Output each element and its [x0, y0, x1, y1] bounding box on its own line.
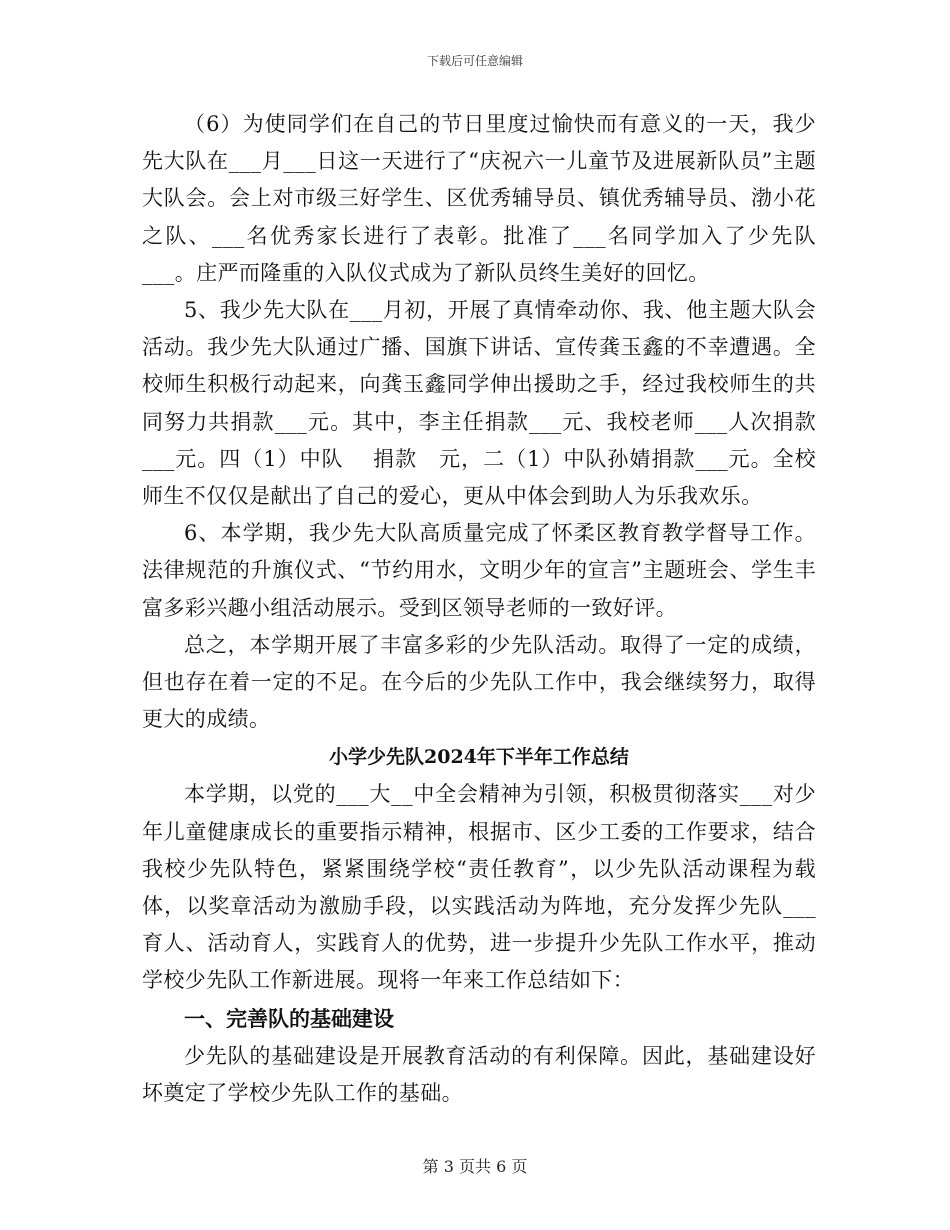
section-title: 小学少先队2024年下半年工作总结 — [329, 746, 629, 769]
document-body — [142, 106, 816, 1112]
page-footer: 第 3 页共 6 页 — [422, 1157, 528, 1176]
section-heading-1: 一、完善队的基础建设 — [184, 1005, 394, 1031]
paragraph-intro: 本学期，以党的___大__中全会精神为引领，积极贯彻落实___对少年儿童健康成长的重要指示精神，根据市、区少工委的工作要求，结合我校少先队特色，紧紧围绕学校“责任教育”，以少先队活动课程为载体，以奖章活动为激励手段，以实践活动为阵地，充分发挥少先队___育人、活动育人，实践育人的优势，进一步提升少先队工作水平，推动学校少先队工作新进展。现将一年来工作总结如下： — [142, 782, 816, 993]
paragraph-item-5-donation: 5、我少先大队在___月初，开展了真情牵动你、我、他主题大队会活动。我少先大队通过广播、国旗下讲话、宣传龚玉鑫的不幸遭遇。全校师生积极行动起来，向龚玉鑫同学伸出援助之手，经过我校师生的共同努力共捐款___元。其中，李主任捐款___元、我校老师___人次捐款___元。四（1）中队 捐款 元，二（1）中队孙婧捐款___元。全校师生不仅仅是献出了自己的爱心，更从中体会到助人为乐我欢乐。 — [142, 298, 816, 509]
paragraph-conclusion: 总之，本学期开展了丰富多彩的少先队活动。取得了一定的成绩，但也存在着一定的不足。在今后的少先队工作中，我会继续努力，取得更大的成绩。 — [142, 632, 816, 732]
page-header: 下载后可任意编辑 — [426, 54, 523, 68]
paragraph-item-6-inspection: 6、本学期，我少先大队高质量完成了怀柔区教育教学督导工作。法律规范的升旗仪式、“节约用水，文明少年的宣言”主题班会、学生丰富多彩兴趣小组活动展示。受到区领导老师的一致好评。 — [142, 521, 816, 620]
paragraph-item-6: （6）为使同学们在自己的节日里度过愉快而有意义的一天，我少先大队在___月___日这一天进行了“庆祝六一儿童节及进展新队员”主题大队会。会上对市级三好学生、区优秀辅导员、镇优秀辅导员、渤小花之队、___名优秀家长进行了表彰。批准了___名同学加入了少先队___。庄严而隆重的入队仪式成为了新队员终生美好的回忆。 — [142, 112, 816, 285]
paragraph-foundation: 少先队的基础建设是开展教育活动的有利保障。因此，基础建设好坏奠定了学校少先队工作的基础。 — [142, 1043, 816, 1105]
